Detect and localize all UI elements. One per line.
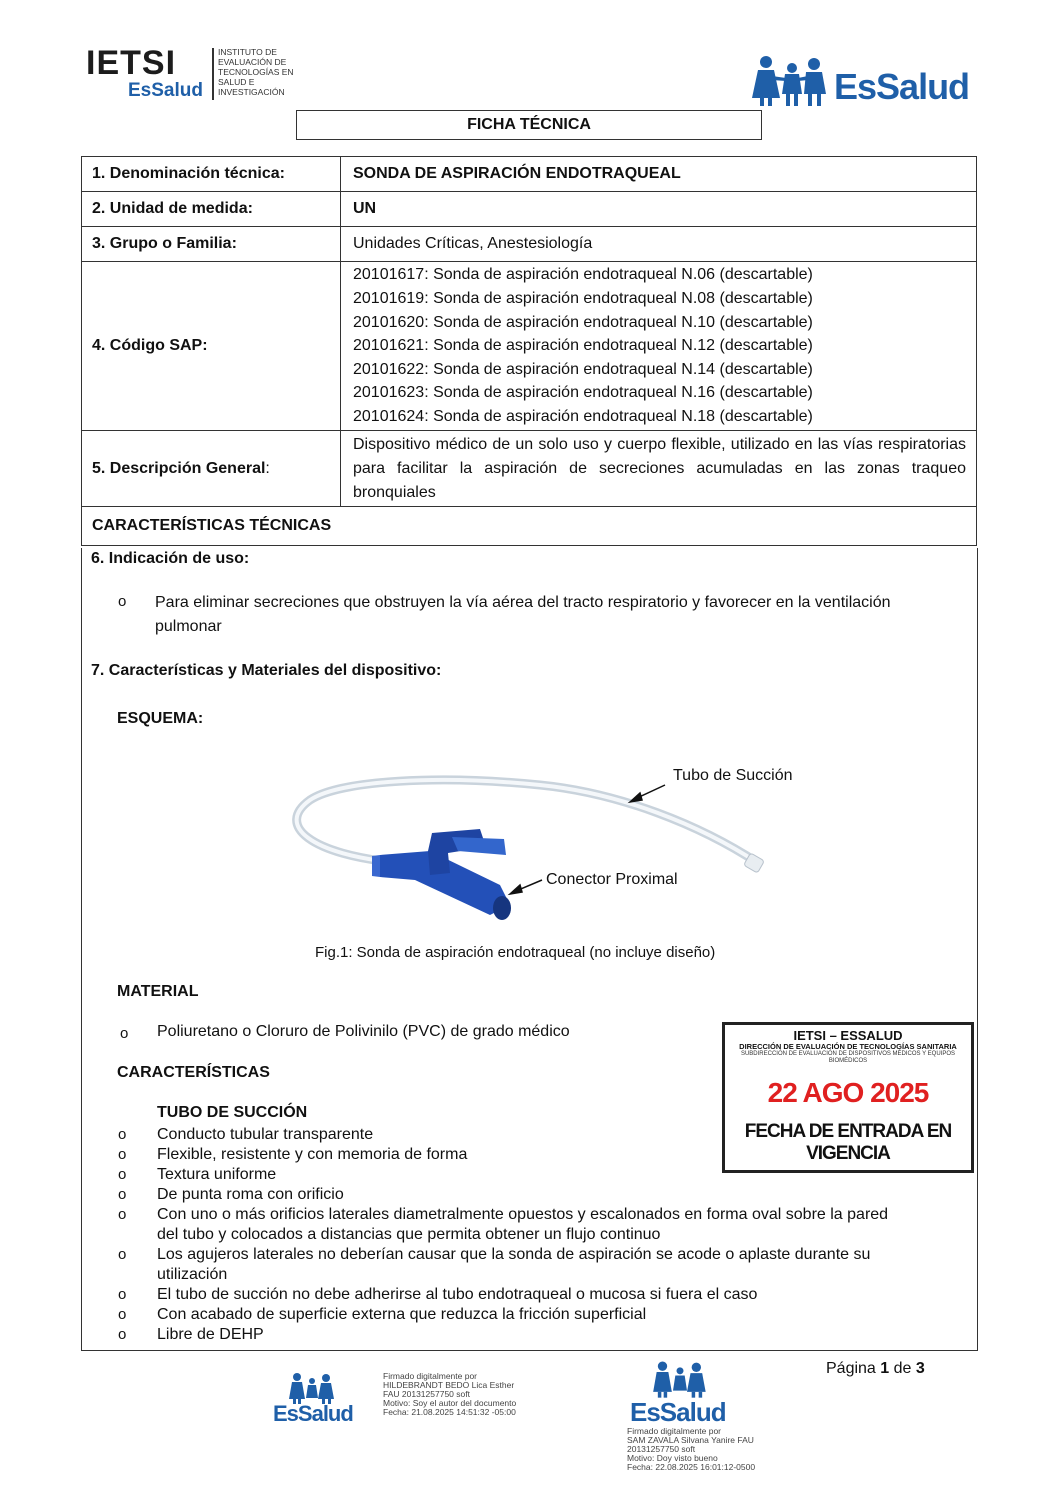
list-item-continuation: del tubo y colocados a distancias que permita obtener un flujo continuo	[157, 1226, 661, 1243]
row-value: Unidades Críticas, Anestesiología	[341, 227, 977, 262]
row-value: UN	[341, 192, 977, 227]
essalud-family-icon	[652, 1360, 708, 1398]
material-item: Poliuretano o Cloruro de Polivinilo (PVC) de grado médico	[157, 1023, 570, 1040]
list-item: o Con acabado de superficie externa que reduzca la fricción superficial	[118, 1306, 647, 1323]
footer-essalud-logo: EsSalud	[273, 1401, 353, 1426]
tube-shape	[297, 780, 758, 863]
ietsi-logo: IETSI	[86, 44, 177, 82]
stamp-label: FECHA DE ENTRADA EN VIGENCIA	[744, 1121, 952, 1164]
digital-signature-1: Firmado digitalmente por HILDEBRANDT BEDO Lica Esther FAU 20131257750 soft Motivo: Soy el autor del documento Fecha: 21.08.2025 14:51:32 -05:00	[383, 1371, 517, 1417]
stamp-direction: DIRECCIÓN DE EVALUACIÓN DE TECNOLOGÍAS SANITARIA	[739, 1042, 957, 1051]
sap-code-line: 20101619: Sonda de aspiración endotraqueal N.08 (descartable)	[353, 290, 813, 308]
sap-code-line: 20101622: Sonda de aspiración endotraqueal N.14 (descartable)	[353, 360, 813, 378]
list-item: o De punta roma con orificio	[118, 1186, 344, 1203]
ietsi-essalud-sub: EsSalud	[128, 80, 203, 101]
material-title: MATERIAL	[117, 983, 199, 1000]
table-row	[82, 192, 977, 227]
table-row	[82, 262, 977, 431]
figure-caption: Fig.1: Sonda de aspiración endotraqueal (no incluye diseño)	[315, 944, 716, 961]
row-label: 3. Grupo o Familia:	[82, 227, 341, 262]
row-label: 5. Descripción General:	[82, 431, 341, 507]
list-item: o Los agujeros laterales no deberían causar que la sonda de aspiración se acode o aplaste durante su	[118, 1246, 871, 1263]
row-label: 4. Código SAP:	[82, 262, 341, 431]
table-row	[82, 227, 977, 262]
proximal-connector	[372, 829, 511, 920]
essalud-family-icon	[752, 54, 832, 106]
section-row	[82, 507, 977, 546]
sap-codes	[341, 262, 977, 431]
logo-divider	[212, 48, 214, 100]
list-item: o Flexible, resistente y con memoria de forma	[118, 1146, 468, 1163]
table-row	[82, 157, 977, 192]
page-title: FICHA TÉCNICA	[296, 110, 762, 140]
frame-bottom	[81, 1350, 977, 1351]
essalud-family-icon	[288, 1372, 336, 1404]
digital-signature-2: Firmado digitalmente por SAM ZAVALA Silvana Yanire FAU 20131257750 soft Motivo: Doy visto bueno Fecha: 22.08.2025 16:01:12-0500	[627, 1426, 756, 1472]
item6-title: 6. Indicación de uso:	[91, 550, 250, 567]
sap-code-line: 20101620: Sonda de aspiración endotraqueal N.10 (descartable)	[353, 313, 813, 331]
institute-name: INSTITUTO DE EVALUACIÓN DE TECNOLOGÍAS EN SALUD E INVESTIGACIÓN	[218, 47, 294, 97]
footer-essalud-logo: EsSalud	[630, 1397, 726, 1427]
label-conector-proximal: Conector Proximal	[546, 871, 678, 888]
row-label: 2. Unidad de medida:	[82, 192, 341, 227]
sap-code-line: 20101623: Sonda de aspiración endotraqueal N.16 (descartable)	[353, 384, 813, 402]
tubo-succion-title: TUBO DE SUCCIÓN	[157, 1104, 308, 1121]
list-item: o Con uno o más orificios laterales diametralmente opuestos y escalonados en forma oval sobre la pared	[118, 1206, 889, 1223]
esquema-title: ESQUEMA:	[117, 710, 204, 727]
row-value: Dispositivo médico de un solo uso y cuerpo flexible, utilizado en las vías respiratorias para facilitar la aspiración de secreciones acumuladas en las zonas traqueo bronquiales	[341, 431, 977, 507]
stamp-org: IETSI – ESSALUD	[793, 1028, 903, 1043]
stamp-subdirection: SUBDIRECCIÓN DE EVALUACIÓN DE DISPOSITIVOS MÉDICOS Y EQUIPOS BIOMÉDICOS	[740, 1051, 956, 1064]
bullet: o	[120, 1025, 129, 1042]
essalud-logo-text: EsSalud	[834, 66, 970, 107]
caracteristicas-title: CARACTERÍSTICAS	[117, 1064, 270, 1081]
arrow-tubo	[630, 785, 665, 802]
section-title: CARACTERÍSTICAS TÉCNICAS	[82, 507, 977, 546]
row-label: 1. Denominación técnica:	[82, 157, 341, 192]
list-item: o Conducto tubular transparente	[118, 1126, 374, 1143]
tubo-features-list	[118, 1125, 978, 1345]
list-item-continuation: utilización	[157, 1266, 228, 1283]
page-number: Página 1 de 3	[826, 1360, 925, 1377]
stamp-date: 22 AGO 2025	[767, 1077, 929, 1108]
item6-text: Para eliminar secreciones que obstruyen la vía aérea del tracto respiratorio y favorecer en la ventilación pulmonar	[155, 594, 891, 635]
list-item: o Textura uniforme	[118, 1166, 277, 1183]
spec-table	[81, 156, 977, 546]
row-value: SONDA DE ASPIRACIÓN ENDOTRAQUEAL	[341, 157, 977, 192]
sap-code-line: 20101617: Sonda de aspiración endotraqueal N.06 (descartable)	[353, 266, 813, 284]
list-item: o Libre de DEHP	[118, 1326, 264, 1343]
table-row	[82, 431, 977, 507]
bullet: o	[118, 593, 127, 610]
sap-code-line: 20101621: Sonda de aspiración endotraqueal N.12 (descartable)	[353, 337, 813, 355]
sap-code-line: 20101624: Sonda de aspiración endotraqueal N.18 (descartable)	[353, 407, 813, 425]
label-tubo-succion: Tubo de Succión	[673, 767, 793, 784]
item7-title: 7. Características y Materiales del dispositivo:	[91, 662, 442, 679]
list-item: o El tubo de succión no debe adherirse al tubo endotraqueal o mucosa si fuera el caso	[118, 1286, 758, 1303]
arrow-conector	[510, 880, 542, 894]
